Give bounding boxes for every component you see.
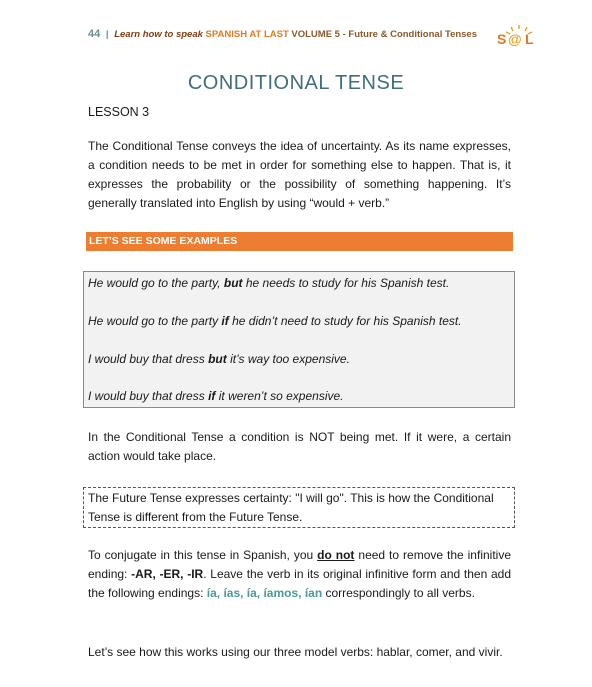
conjugate-paragraph <box>88 546 511 603</box>
page-number: 44 <box>88 28 101 40</box>
example-text: it’s way too expensive. <box>230 352 350 366</box>
sun-logo-icon <box>495 24 541 48</box>
running-header <box>88 28 548 50</box>
example-line <box>88 352 350 366</box>
conjugate-text: . Leave the verb in its original infinitive form and then add the following endings: <box>88 567 512 600</box>
intro-paragraph: The Conditional Tense conveys the idea of uncertainty. As its name expresses, a condition needs to be met in order for something else to happen. That is, it expresses the probability or the possibility of something happening. It’s generally translated into English by using “would + verb.” <box>88 139 511 210</box>
header-series: SPANISH AT LAST <box>205 29 289 40</box>
svg-text:L: L <box>525 31 534 47</box>
conjugate-text: need to remove the infinitive ending: <box>88 548 511 581</box>
svg-text:S: S <box>497 31 507 47</box>
do-not-emphasis: do not <box>317 548 355 562</box>
example-line <box>88 314 462 328</box>
lesson-label: LESSON 3 <box>88 105 150 119</box>
header-separator: | <box>105 29 109 40</box>
svg-text:@: @ <box>508 31 522 47</box>
header-volume: VOLUME 5 - Future & Conditional Tenses <box>291 29 478 40</box>
conjugate-text: correspondingly to all verbs. <box>325 586 475 600</box>
example-text: He would go to the party, <box>88 276 221 290</box>
example-text: He would go to the party <box>88 314 219 328</box>
endings-to-add: ía, ías, ía, íamos, ían <box>206 586 323 600</box>
page-title: CONDITIONAL TENSE <box>187 72 405 94</box>
example-keyword: if <box>221 314 229 328</box>
examples-header: LET’S SEE SOME EXAMPLES <box>86 232 513 251</box>
example-keyword: but <box>223 276 243 290</box>
examples-box <box>83 271 515 408</box>
example-line <box>88 389 344 403</box>
endings-to-remove: -AR, -ER, -IR <box>131 567 204 581</box>
example-line <box>88 276 449 290</box>
model-verbs-paragraph: Let’s see how this works using our three model verbs: hablar, comer, and vivir. <box>88 645 503 659</box>
example-text: I would buy that dress <box>88 352 205 366</box>
header-learn-text: Learn how to speak <box>114 29 203 40</box>
example-keyword: but <box>208 352 227 366</box>
example-text: he didn’t need to study for his Spanish test. <box>232 314 462 328</box>
note-box: The Future Tense expresses certainty: "I will go". This is how the Conditional Tense is different from the Future Tense. <box>83 487 515 528</box>
example-text: he needs to study for his Spanish test. <box>245 276 450 290</box>
conjugate-text: To conjugate in this tense in Spanish, you <box>88 548 314 562</box>
condition-paragraph: In the Conditional Tense a condition is NOT being met. If it were, a certain action would take place. <box>88 430 511 463</box>
example-keyword: if <box>208 389 216 403</box>
example-text: I would buy that dress <box>88 389 205 403</box>
example-text: it weren’t so expensive. <box>218 389 344 403</box>
